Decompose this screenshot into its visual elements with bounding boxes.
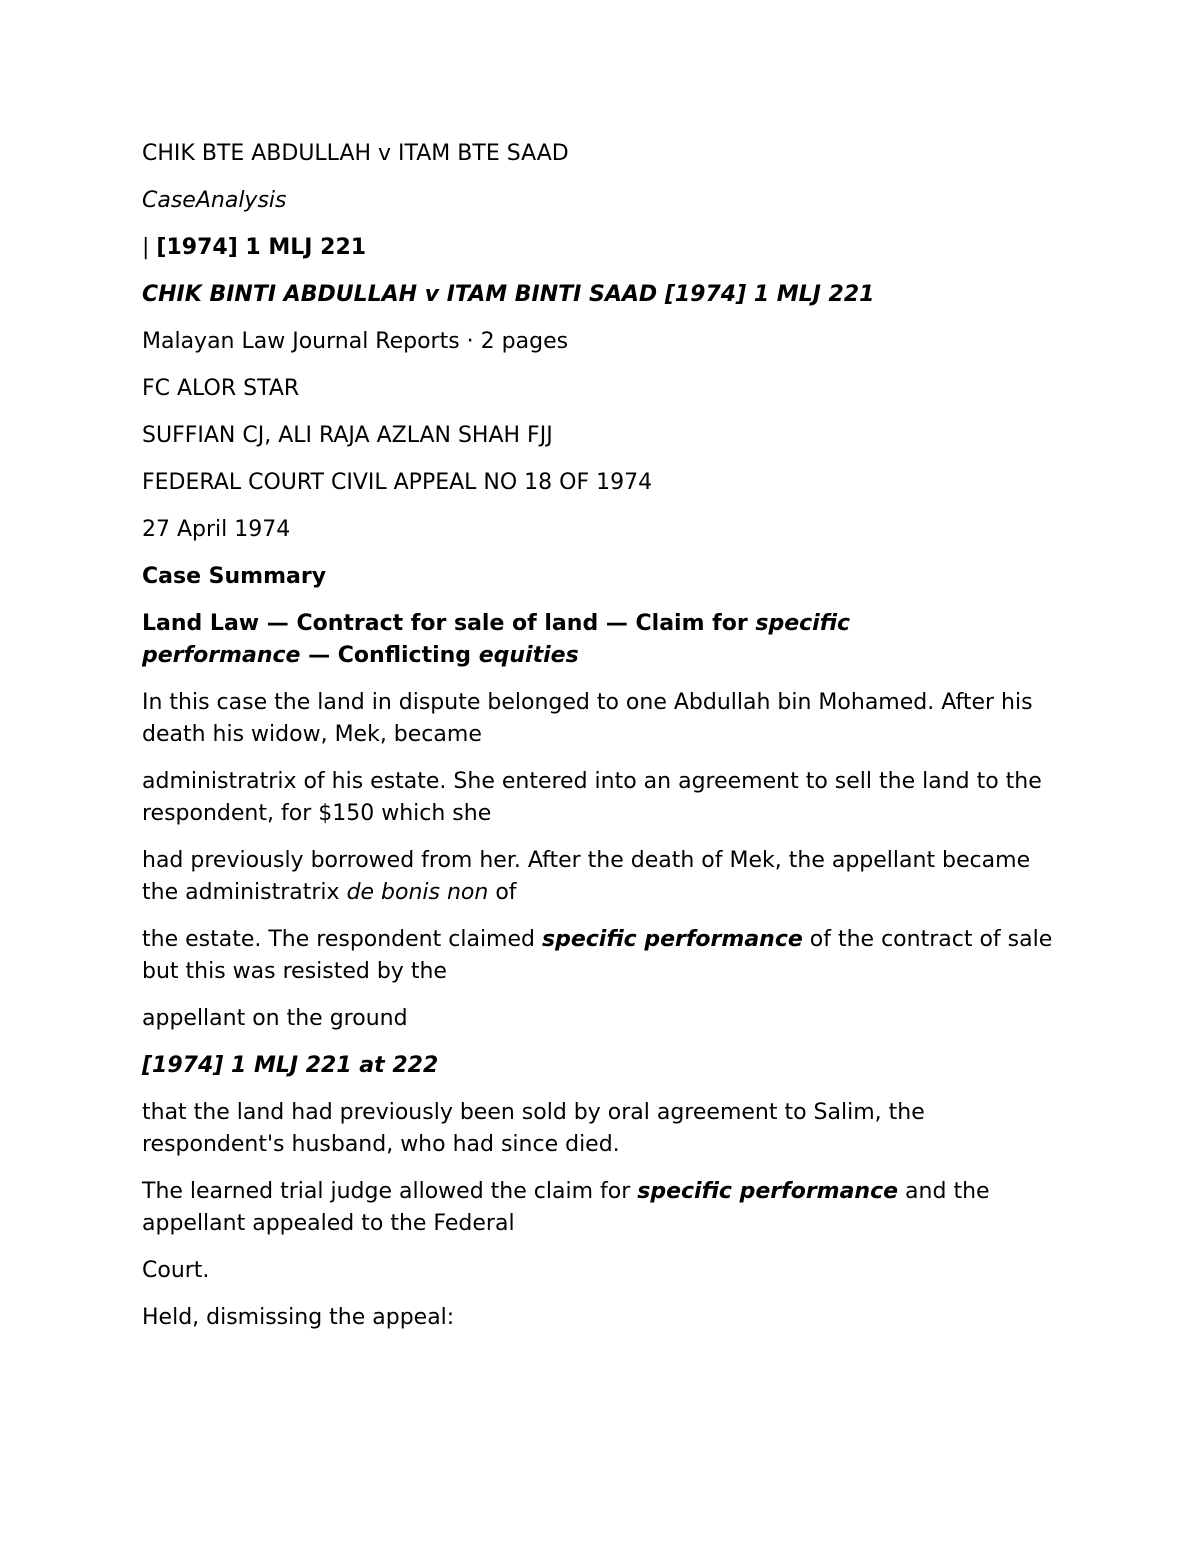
summary-paragraph-1: In this case the land in dispute belonged to one Abdullah bin Mohamed. After his death his widow, Mek, became [142, 690, 1033, 747]
summary-paragraph-7-text-b: and the appellant appealed to the Federal [142, 1179, 990, 1236]
summary-paragraph-7-text-a: The learned trial judge allowed the claim for [142, 1179, 638, 1204]
full-case-title: CHIK BINTI ABDULLAH v ITAM BINTI SAAD [1974] 1 MLJ 221 [142, 282, 875, 307]
decision-date: 27 April 1974 [142, 517, 291, 542]
summary-heading: Case Summary [142, 564, 327, 589]
citation-line [142, 232, 1072, 264]
catchwords [142, 608, 1072, 672]
summary-paragraph-3 [142, 845, 1072, 909]
catchwords-part-2: specific [755, 611, 851, 636]
catchwords-part-3: performance [142, 643, 301, 668]
summary-paragraph-4-emphasis: specific performance [541, 927, 803, 952]
catchwords-part-5: equities [478, 643, 579, 668]
catchwords-part-4: — Conflicting [300, 643, 479, 668]
summary-paragraph-3-text-a: had previously borrowed from her. After the death of Mek, the appellant became the administratrix [142, 848, 1031, 905]
court: FC ALOR STAR [142, 376, 300, 401]
appeal-number: FEDERAL COURT CIVIL APPEAL NO 18 OF 1974 [142, 470, 653, 495]
summary-paragraph-2: administratrix of his estate. She entered into an agreement to sell the land to the respondent, for $150 which she [142, 769, 1042, 826]
citation-bar: | [142, 235, 150, 260]
judges: SUFFIAN CJ, ALI RAJA AZLAN SHAH FJJ [142, 423, 553, 448]
summary-paragraph-4-text-b: of the contract of sale but this was resisted by the [142, 927, 1053, 984]
case-name: CHIK BTE ABDULLAH v ITAM BTE SAAD [142, 141, 569, 166]
summary-paragraph-6: that the land had previously been sold by oral agreement to Salim, the respondent's husband, who had since died. [142, 1100, 925, 1157]
summary-paragraph-9: Held, dismissing the appeal: [142, 1305, 455, 1330]
citation: [1974] 1 MLJ 221 [156, 235, 367, 260]
summary-paragraph-8: Court. [142, 1258, 210, 1283]
document-page [142, 138, 1072, 1349]
summary-paragraph-5: appellant on the ground [142, 1006, 408, 1031]
summary-paragraph-4 [142, 924, 1072, 988]
summary-paragraph-3-italic: de bonis non [346, 880, 489, 905]
summary-paragraph-7 [142, 1176, 1072, 1240]
summary-paragraph-7-emphasis: specific performance [637, 1179, 899, 1204]
summary-paragraph-3-text-b: of [488, 880, 517, 905]
catchwords-part-1: Land Law — Contract for sale of land — Claim for [142, 611, 756, 636]
summary-paragraph-4-text-a: the estate. The respondent claimed [142, 927, 542, 952]
page-reference: [1974] 1 MLJ 221 at 222 [142, 1053, 439, 1078]
document-type: CaseAnalysis [142, 188, 287, 213]
report-source: Malayan Law Journal Reports · 2 pages [142, 329, 569, 354]
